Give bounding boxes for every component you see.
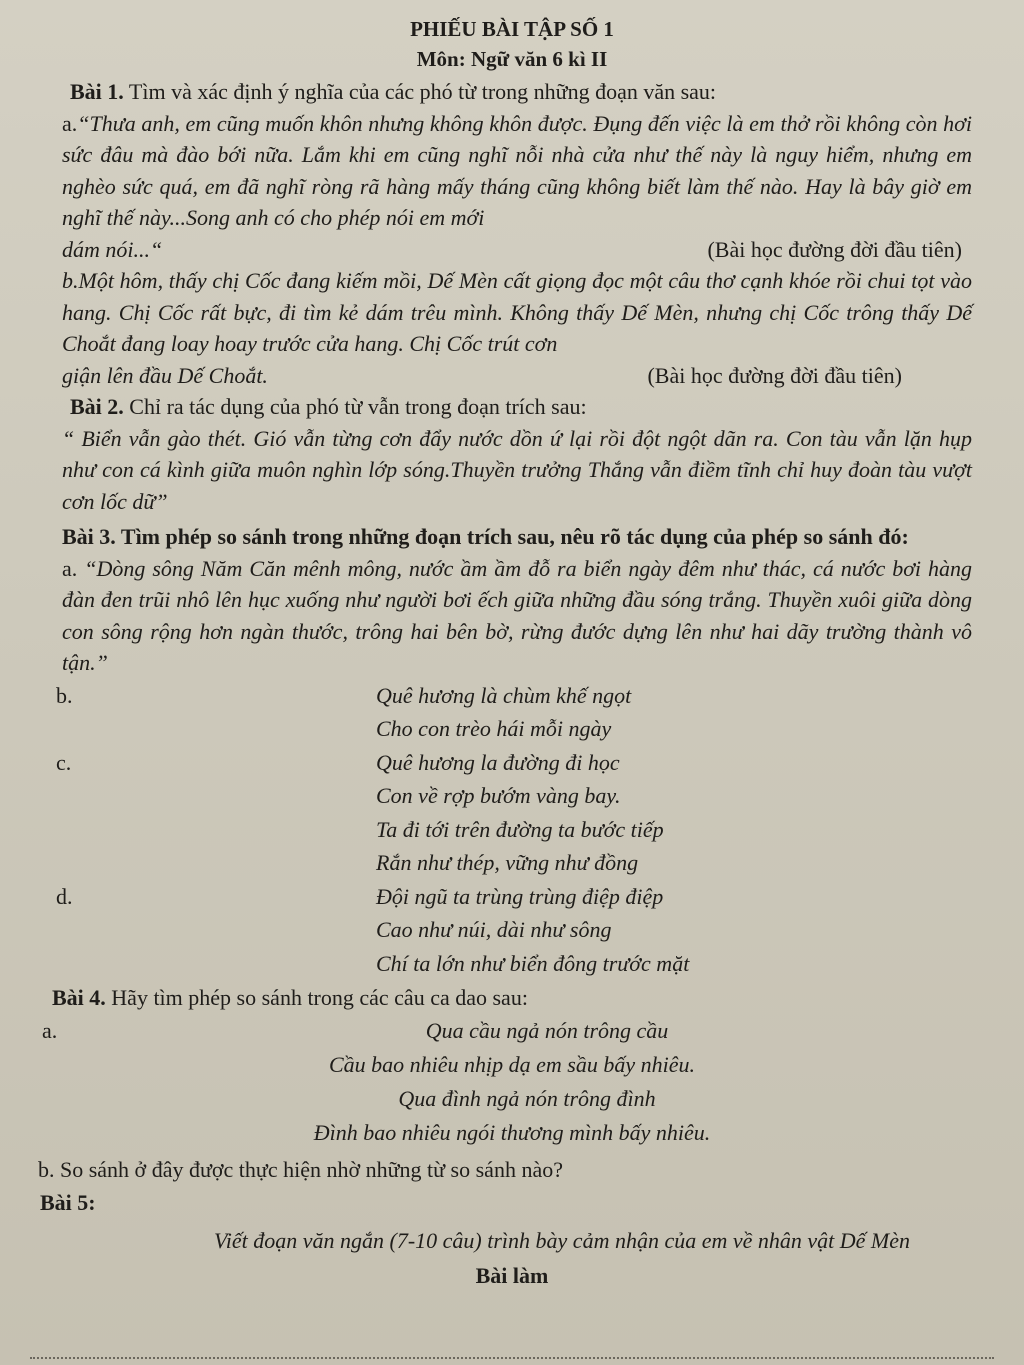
poem-line: Qua đình ngả nón trông đình: [398, 1085, 656, 1111]
exercise-3b-row-1: [52, 679, 972, 713]
poem-line: Cầu bao nhiêu nhịp dạ em sầu bấy nhiêu.: [328, 1051, 696, 1077]
worksheet-title: PHIẾU BÀI TẬP SỐ 1: [410, 17, 614, 41]
exercise-2-instruction: Chỉ ra tác dụng của phó từ vẫn trong đoạn trích sau:: [123, 394, 587, 419]
exercise-4-label: Bài 4.: [52, 985, 106, 1010]
poem-line: Quê hương la đường đi học: [376, 749, 620, 775]
exercise-4b-question: b. So sánh ở đây được thực hiện nhờ những từ so sánh nào?: [38, 1156, 563, 1182]
exercise-4-prompt: [52, 982, 972, 1014]
exercise-1-label: Bài 1.: [70, 79, 124, 104]
exercise-1-instruction: Tìm và xác định ý nghĩa của các phó từ trong những đoạn văn sau:: [123, 79, 717, 104]
poem-line: Cho con trèo hái mỗi ngày: [376, 716, 612, 741]
exercise-1b-last-text: giận lên đầu Dế Choắt.: [62, 362, 268, 388]
exercise-1a-last-text: dám nói...“: [62, 236, 163, 262]
exercise-3c-row-3: [52, 813, 972, 847]
exercise-3c-row-1: [52, 746, 972, 780]
exercise-1b-last-line: [62, 360, 972, 392]
exercise-1a-last-line: [62, 234, 972, 266]
exercise-4a-poem: [42, 1014, 972, 1150]
answer-heading: Bài làm: [475, 1262, 549, 1288]
exercise-3d-label: d.: [56, 883, 73, 909]
poem-line: Chí ta lớn như biển đông trước mặt: [376, 950, 690, 976]
exercise-3d-row-1: [52, 880, 972, 914]
poem-line: Quê hương là chùm khế ngọt: [376, 682, 632, 708]
exercise-3a-prefix: a.: [62, 555, 85, 581]
exercise-1a-prefix: a.: [62, 110, 78, 136]
poem-line: Đình bao nhiêu ngói thương mình bấy nhiêu.: [313, 1119, 711, 1145]
exercise-3c-row-4: [52, 846, 972, 880]
exercise-3d-row-2: [52, 913, 972, 947]
exercise-2-prompt: [70, 391, 972, 423]
exercise-1b-passage: b.Một hôm, thấy chị Cốc đang kiếm mồi, Dế Mèn cất giọng đọc một câu thơ cạnh khóe rồi chui tọt vào hang. Chị Cốc rất bực, đi tìm kẻ dám trêu mình. Không thấy Dế Mèn, nhưng chị Cốc trông thấy Dế Choắt đang loay hoay trước cửa hang. Chị Cốc trút cơn: [62, 268, 972, 356]
exercise-1a-text: “Thưa anh, em cũng muốn khôn nhưng không khôn được. Đụng đến việc là em thở rồi không còn hơi sức đâu mà đào bới nữa. Lắm khi em cũng nghĩ nỗi nhà cửa như thế này là nguy hiểm, nhưng em nghèo sức quá, em đã nghĩ ròng rã hàng mấy tháng cũng không biết làm thế nào. Hay là bây giờ em nghĩ thế này...Song anh có cho phép nói em mới: [62, 110, 972, 230]
exercise-3a-passage: [62, 553, 972, 679]
poem-line: Ta đi tới trên đường ta bước tiếp: [376, 816, 664, 842]
exercise-3a-text: “Dòng sông Năm Căn mênh mông, nước ầm ầm đỗ ra biển ngày đêm như thác, cá nước bơi hàng đàn đen trũi nhô lên hục xuống như người bơi ếch giữa những đầu sóng trắng. Thuyền xuôi giữa dòng con sông rộng hơn ngàn thước, trông hai bên bờ, rừng đước dựng lên như hai dãy trường thành vô tận.”: [62, 555, 972, 675]
exercise-5-label: Bài 5:: [40, 1190, 96, 1215]
poem-line: Qua cầu ngả nón trông cầu: [425, 1017, 669, 1043]
exercise-3d-row-3: [52, 947, 972, 981]
exercise-5-prompt: Viết đoạn văn ngắn (7-10 câu) trình bày cảm nhận của em về nhân vật Dế Mèn: [213, 1227, 911, 1253]
exercise-3b-row-2: [52, 712, 972, 746]
answer-dotted-line: [30, 1357, 994, 1359]
exercise-1-prompt: [70, 76, 972, 108]
exercise-3-prompt: Bài 3. Tìm phép so sánh trong những đoạn trích sau, nêu rõ tác dụng của phép so sánh đó:: [62, 524, 909, 549]
exercise-1a-source: (Bài học đường đời đầu tiên): [707, 236, 962, 262]
poem-line: Con về rợp bướm vàng bay.: [376, 783, 621, 808]
exercise-3c-row-2: [52, 779, 972, 813]
exercise-3b-label: b.: [56, 682, 73, 708]
exercise-1a-passage: [62, 108, 972, 234]
exercise-2-label: Bài 2.: [70, 394, 124, 419]
exercise-3c-label: c.: [56, 749, 72, 775]
worksheet-subtitle: Môn: Ngữ văn 6 kì II: [416, 47, 608, 71]
exercise-2-passage: “ Biển vẫn gào thét. Gió vẫn từng cơn đẩy nước dồn ứ lại rồi đột ngột dãn ra. Con tàu vẫn lặn hụp như con cá kình giữa muôn nghìn lớp sóng.Thuyền trưởng Thắng vẫn điềm tĩnh chỉ huy đoàn tàu vượt cơn lốc dữ”: [62, 425, 972, 514]
exercise-4-instruction: Hãy tìm phép so sánh trong các câu ca dao sau:: [105, 985, 528, 1010]
poem-line: Cao như núi, dài như sông: [376, 917, 612, 942]
exercise-1b-source: (Bài học đường đời đầu tiên): [647, 362, 902, 388]
exercise-4a-label: a.: [42, 1017, 58, 1043]
poem-line: Rắn như thép, vững như đồng: [376, 850, 639, 875]
poem-line: Đội ngũ ta trùng trùng điệp điệp: [376, 883, 664, 909]
